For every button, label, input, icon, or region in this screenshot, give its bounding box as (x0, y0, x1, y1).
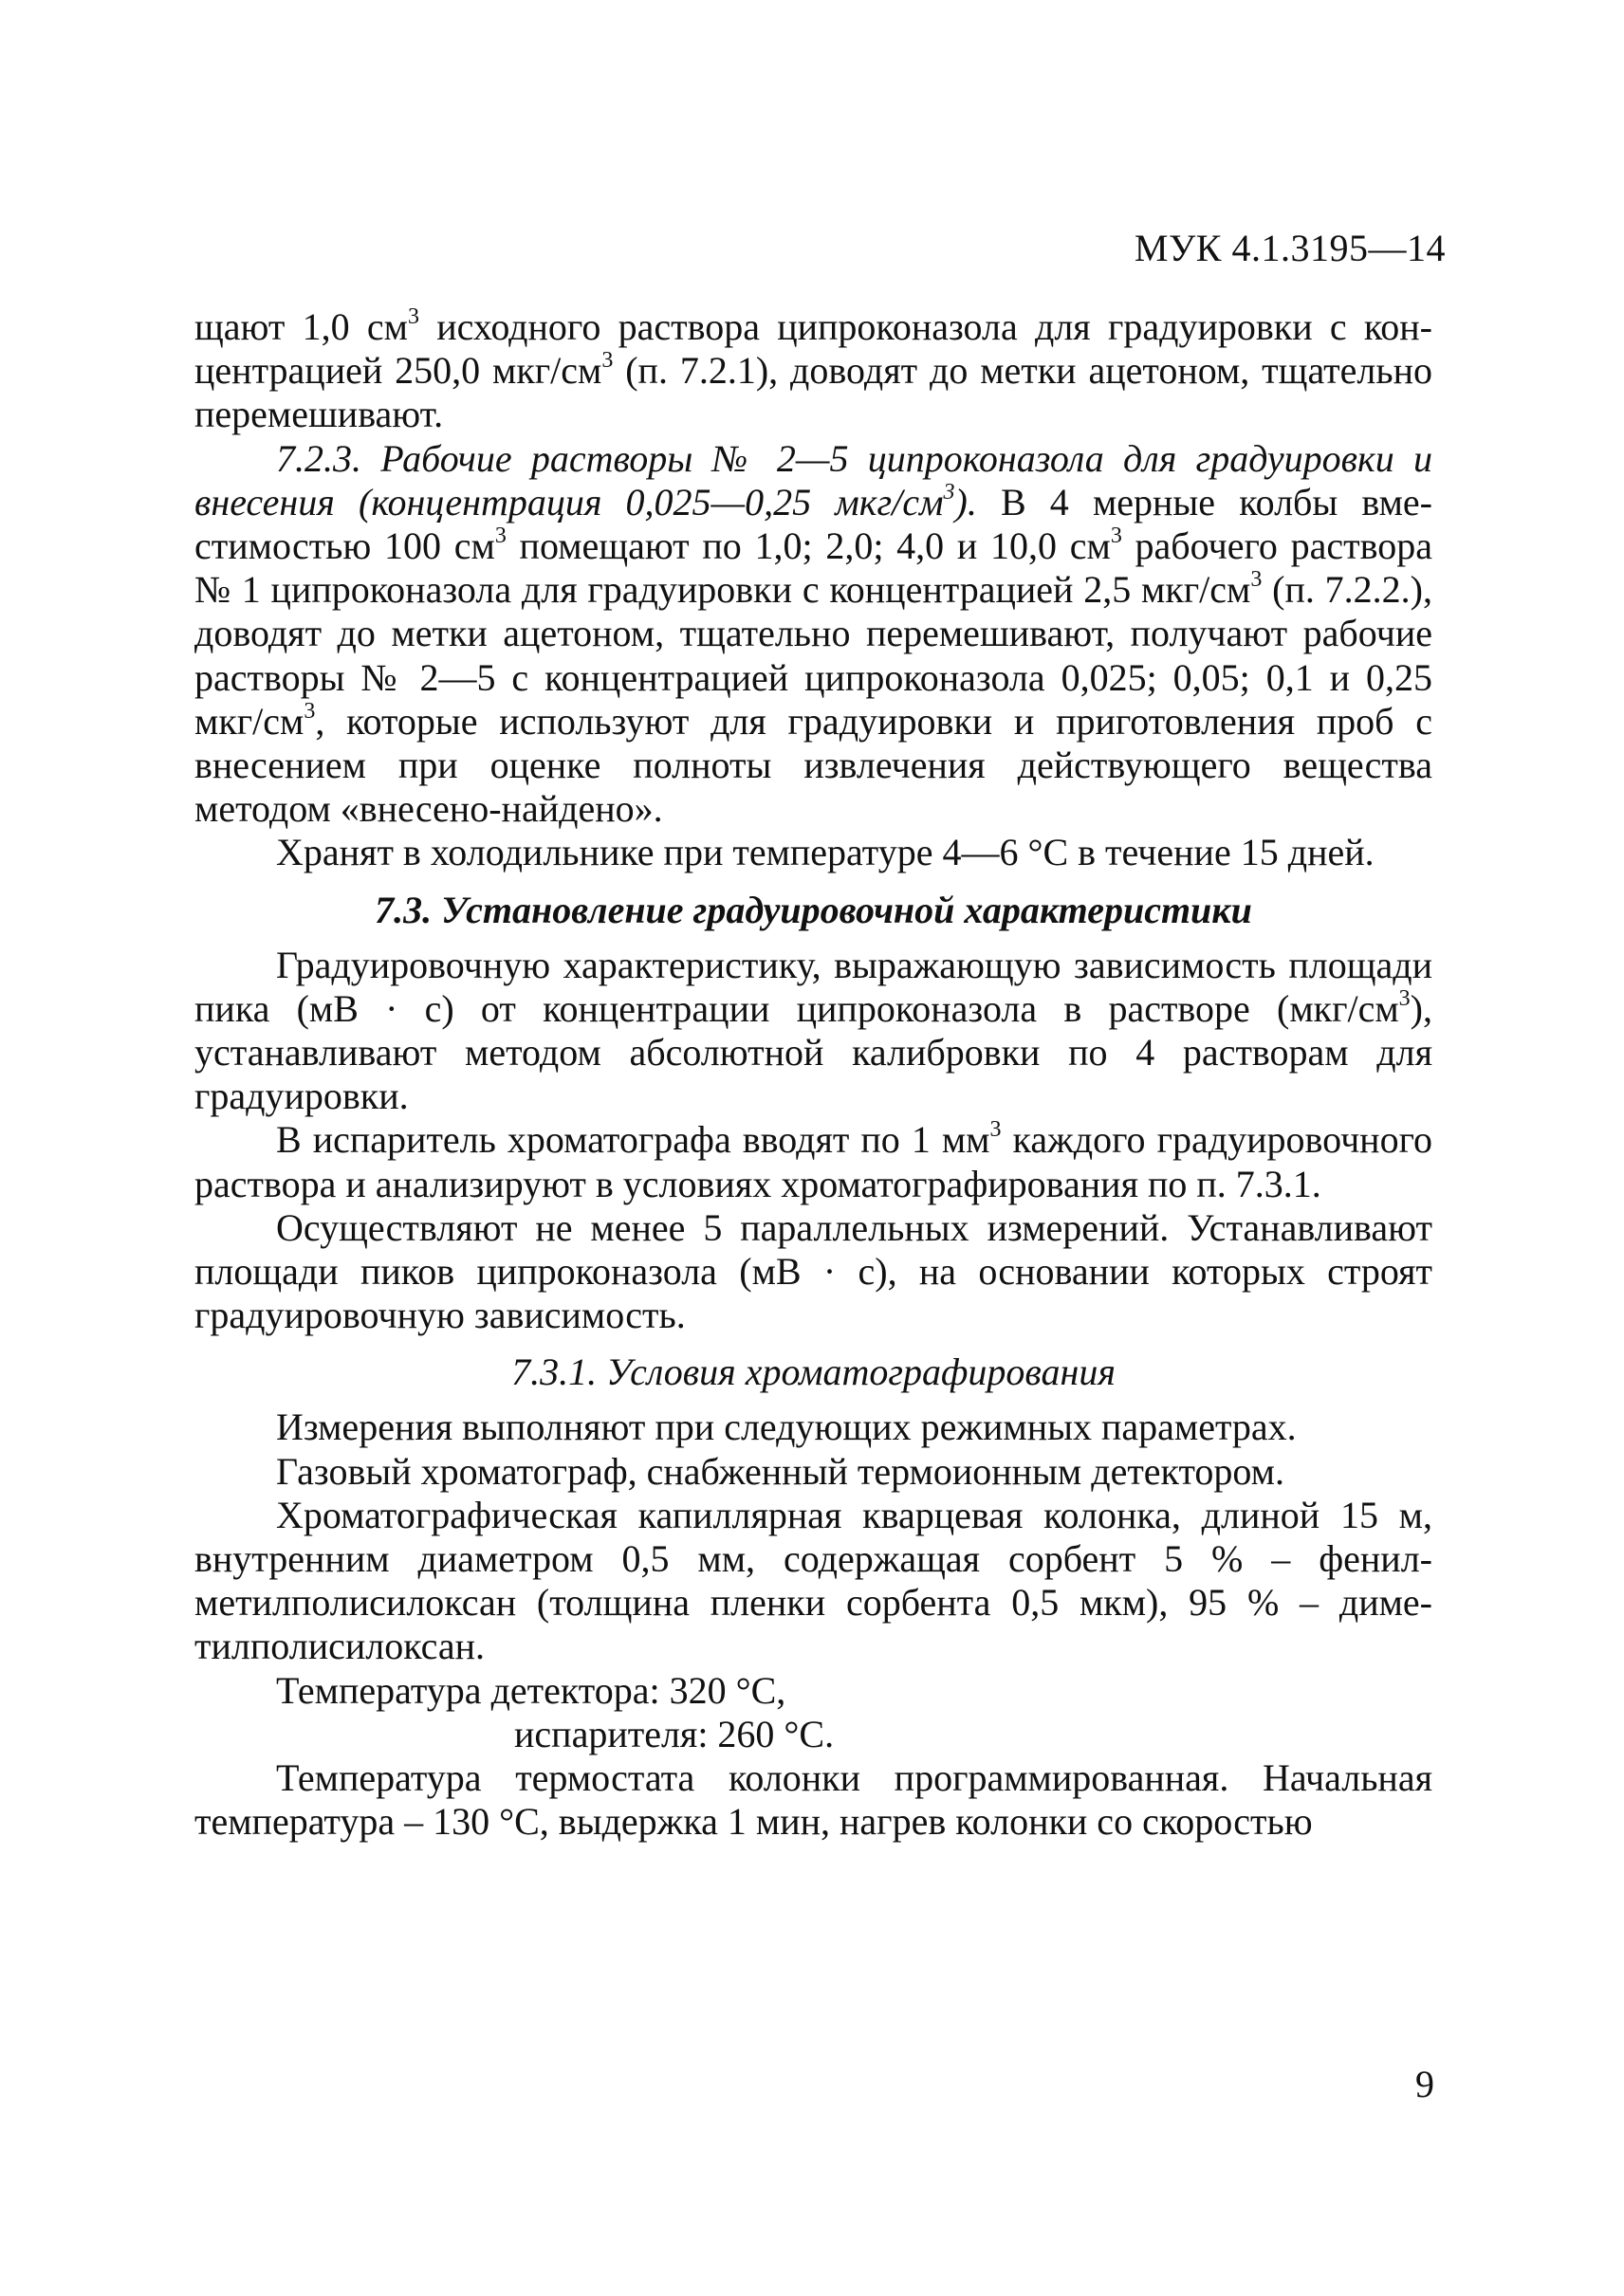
superscript: 3 (989, 1117, 1002, 1143)
text-run: ). (954, 480, 977, 523)
superscript: 3 (1250, 567, 1263, 593)
paragraph-storage: Хранят в холодильнике при температуре 4—6 °С в течение 15 дней. (276, 831, 1375, 874)
paragraph-parameters: Измерения выполняют при следующих режимных параметрах. (276, 1405, 1297, 1449)
text-run: помещают по 1,0; 2,0; 4,0 и 10,0 см (506, 524, 1111, 568)
text-run: Градуировочную характеристику, выражающую зависимость площади пика (мВ · с) от концентрации ципроконазола в растворе (мкг/см (194, 943, 1432, 1030)
superscript: 3 (601, 348, 614, 374)
text-run: , которые используют для градуировки и приготовления проб с внесением при оценке полноты извлечения действующего вещества методом «внесено-найдено». (194, 699, 1432, 831)
paragraph-chromatograph: Газовый хроматограф, снабженный термоионным детектором. (276, 1449, 1284, 1493)
paragraph-injection (194, 1118, 1432, 1205)
paragraph-continuation (194, 305, 1432, 437)
text-run: (п. 7.2.2.), доводят до метки ацетоном, тщательно перемешивают, получают рабочие растворы № 2—5 с концентрацией ципроконазола 0,025; 0,05; 0,1 и 0,25 мкг/см (194, 568, 1432, 743)
text-run: 7.2.3. Рабочие растворы № 2—5 ципроконазола для градуировки и внесения (концентрация 0,025—0,25 мкг/см (194, 436, 1432, 523)
superscript: 3 (1110, 523, 1122, 549)
page-body (194, 305, 1432, 1845)
text-run: В испаритель хроматографа вводят по 1 мм (276, 1118, 990, 1162)
superscript: 3 (1398, 986, 1411, 1012)
paragraph-evaporator-temperature: испарителя: 260 °С. (514, 1712, 835, 1755)
document-code-header: МУК 4.1.3195—14 (1134, 227, 1446, 269)
text-run: каждого градуировочного раствора и анализируют в условиях хроматографирования по п. 7.3.1. (194, 1118, 1432, 1205)
text-run: В 4 мерные колбы вместимостью 100 см (194, 480, 1432, 568)
superscript: 3 (407, 304, 419, 330)
paragraph-measurements: Осуществляют не менее 5 параллельных измерений. Устанавливают площади пиков ципроконазола (мВ · с), на основании которых строят градуировочную зависимость. (194, 1205, 1432, 1337)
page-number: 9 (1415, 2063, 1434, 2105)
section-title-7-3: 7.3. Установление градуировочной характеристики (375, 888, 1252, 931)
section-title-7-3-1: 7.3.1. Условия хроматографирования (511, 1350, 1116, 1394)
text-run: рабочего раствора № 1 ципроконазола для градуировки с концентрацией 2,5 мкг/см (194, 524, 1432, 612)
paragraph-thermostat: Температура термостата колонки программированная. Начальная температура – 130 °С, выдержка 1 мин, нагрев колонки со скоростью (194, 1756, 1432, 1844)
paragraph-7-2-3 (194, 437, 1432, 832)
superscript: 3 (494, 523, 507, 549)
paragraph-detector-temperature: Температура детектора: 320 °С, (276, 1668, 786, 1712)
text-run: исходного раствора ципроконазола для градуировки с концентрацией 250,0 мкг/см (194, 305, 1432, 393)
text-run: ), устанавливают методом абсолютной калибровки по 4 растворам для градуировки. (194, 986, 1432, 1118)
text-run: (п. 7.2.1), доводят до метки ацетоном, тщательно перемешивают. (194, 349, 1433, 436)
paragraph-column: Хроматографическая капиллярная кварцевая колонка, длиной 15 м, внутренним диаметром 0,5 мм, содержащая сорбент 5 % – фенилметилполисилоксан (толщина пленки сорбента 0,5 мкм), 95 % – диметилполисилоксан. (194, 1493, 1432, 1668)
text-run: щают 1,0 см (194, 305, 408, 348)
superscript: 3 (943, 480, 955, 505)
paragraph-calibration-characteristic (194, 944, 1432, 1119)
superscript: 3 (304, 699, 316, 725)
